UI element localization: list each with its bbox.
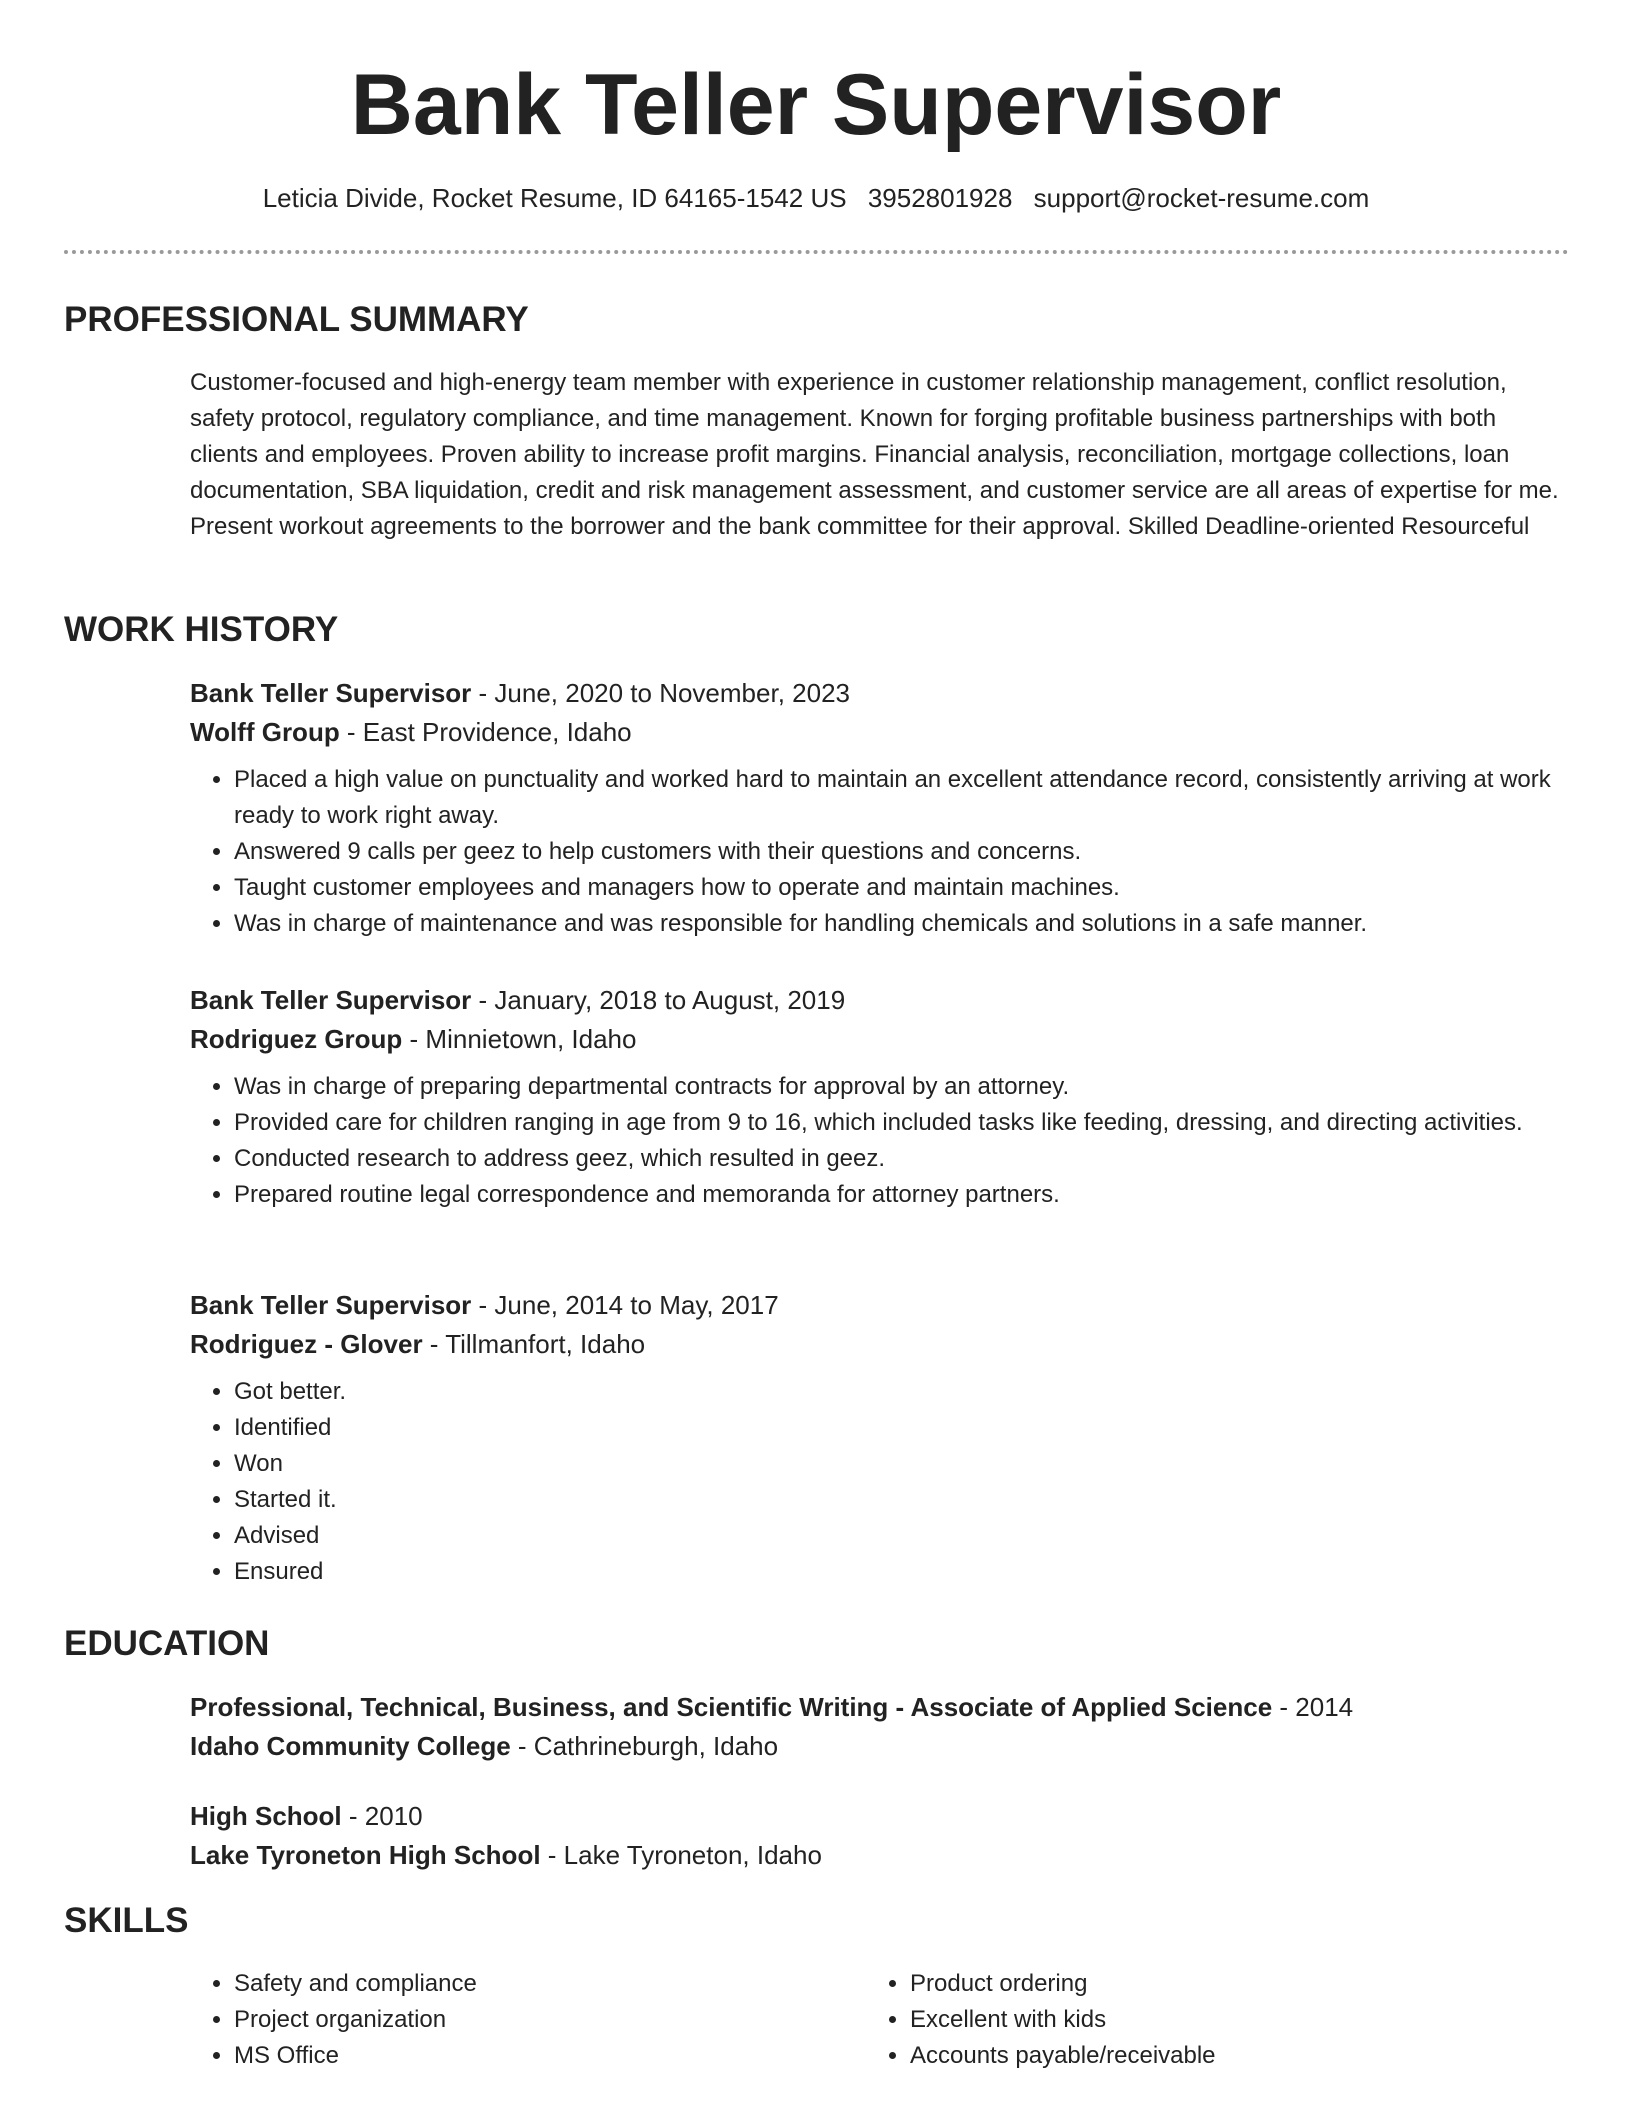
job-company: Wolff Group <box>190 717 340 747</box>
job-company-line <box>190 713 1570 752</box>
education-entry <box>190 1797 1570 1875</box>
education-location: - Lake Tyroneton, Idaho <box>540 1840 822 1870</box>
job-bullets <box>190 1069 1570 1213</box>
job-dates: - June, 2014 to May, 2017 <box>471 1290 779 1320</box>
job-location: - East Providence, Idaho <box>339 717 632 747</box>
education-school: Idaho Community College <box>190 1731 511 1761</box>
job-company: Rodriguez Group <box>190 1024 403 1054</box>
job-dates: - June, 2020 to November, 2023 <box>471 678 850 708</box>
skills-list <box>190 1966 830 2074</box>
contact-line <box>0 180 1632 216</box>
job-role: Bank Teller Supervisor <box>190 985 472 1015</box>
skill-item: • Safety and compliance <box>234 1966 830 2002</box>
job-company-line <box>190 1020 1570 1059</box>
job-bullet: • Prepared routine legal correspondence and memoranda for attorney partners. <box>234 1177 1570 1213</box>
skills-column-right <box>866 1966 1506 2074</box>
education-entry <box>190 1688 1570 1766</box>
education-degree: Professional, Technical, Business, and Scientific Writing - Associate of Applied Science <box>190 1692 1273 1722</box>
skill-item: • Product ordering <box>910 1966 1506 2002</box>
job-bullet: • Provided care for children ranging in age from 9 to 16, which included tasks like feeding, dressing, and directing activities. <box>234 1105 1570 1141</box>
job-bullet: • Won <box>234 1446 1570 1482</box>
job-role-line <box>190 981 1570 1020</box>
skills-column-left <box>190 1966 830 2074</box>
job-location: - Tillmanfort, Idaho <box>422 1329 646 1359</box>
job-bullet: • Placed a high value on punctuality and worked hard to maintain an excellent attendance record, consistently arriving at work ready to work right away. <box>234 762 1570 834</box>
skill-item: • Excellent with kids <box>910 2002 1506 2038</box>
education-degree-line <box>190 1797 1570 1836</box>
job-role-line <box>190 674 1570 713</box>
job-bullet: • Was in charge of preparing departmental contracts for approval by an attorney. <box>234 1069 1570 1105</box>
section-title-work-history: WORK HISTORY <box>64 610 339 649</box>
job-bullet: • Was in charge of maintenance and was responsible for handling chemicals and solutions in a safe manner. <box>234 906 1570 942</box>
education-location: - Cathrineburgh, Idaho <box>510 1731 779 1761</box>
job-company-line <box>190 1325 1570 1364</box>
education-school-line <box>190 1836 1570 1875</box>
job-bullet: • Conducted research to address geez, which resulted in geez. <box>234 1141 1570 1177</box>
job-bullet: • Got better. <box>234 1374 1570 1410</box>
skill-item: • Project organization <box>234 2002 830 2038</box>
job-location: - Minnietown, Idaho <box>402 1024 637 1054</box>
job-bullets <box>190 1374 1570 1590</box>
job-bullets <box>190 762 1570 942</box>
header-divider <box>64 250 1569 254</box>
job-bullet: • Identified <box>234 1410 1570 1446</box>
contact-email: support@rocket-resume.com <box>1033 183 1370 213</box>
job-role-line <box>190 1286 1570 1325</box>
education-school-line <box>190 1727 1570 1766</box>
job-role: Bank Teller Supervisor <box>190 1290 472 1320</box>
contact-phone: 3952801928 <box>867 183 1013 213</box>
job-entry <box>190 674 1570 942</box>
section-title-summary: PROFESSIONAL SUMMARY <box>64 300 529 339</box>
job-bullet: • Started it. <box>234 1482 1570 1518</box>
job-entry <box>190 1286 1570 1590</box>
education-year: - 2014 <box>1272 1692 1354 1722</box>
contact-address: Leticia Divide, Rocket Resume, ID 64165-1542 US <box>262 183 847 213</box>
skill-item: • MS Office <box>234 2038 830 2074</box>
job-bullet: • Answered 9 calls per geez to help customers with their questions and concerns. <box>234 834 1570 870</box>
job-dates: - January, 2018 to August, 2019 <box>471 985 846 1015</box>
summary-text: Customer-focused and high-energy team member with experience in customer relationship management, conflict resolution, safety protocol, regulatory compliance, and time management. Known for forging profitable business partnerships with both clients and employees. Proven ability to increase profit margins. Financial analysis, reconciliation, mortgage collections, loan documentation, SBA liquidation, credit and risk management assessment, and customer service are all areas of expertise for me. Present workout agreements to the borrower and the bank committee for their approval. Skilled Deadline-oriented Resourceful <box>190 369 1559 540</box>
education-school: Lake Tyroneton High School <box>190 1840 541 1870</box>
job-bullet: • Ensured <box>234 1554 1570 1590</box>
education-degree: High School <box>190 1801 342 1831</box>
job-bullet: • Taught customer employees and managers how to operate and maintain machines. <box>234 870 1570 906</box>
job-company: Rodriguez - Glover <box>190 1329 423 1359</box>
skills-list <box>866 1966 1506 2074</box>
skill-item: • Accounts payable/receivable <box>910 2038 1506 2074</box>
job-role: Bank Teller Supervisor <box>190 678 472 708</box>
education-degree-line <box>190 1688 1570 1727</box>
job-bullet: • Advised <box>234 1518 1570 1554</box>
section-title-education: EDUCATION <box>64 1624 270 1663</box>
education-year: - 2010 <box>341 1801 423 1831</box>
resume-title: Bank Teller Supervisor <box>350 57 1282 153</box>
section-title-skills: SKILLS <box>64 1901 189 1940</box>
job-entry <box>190 981 1570 1213</box>
